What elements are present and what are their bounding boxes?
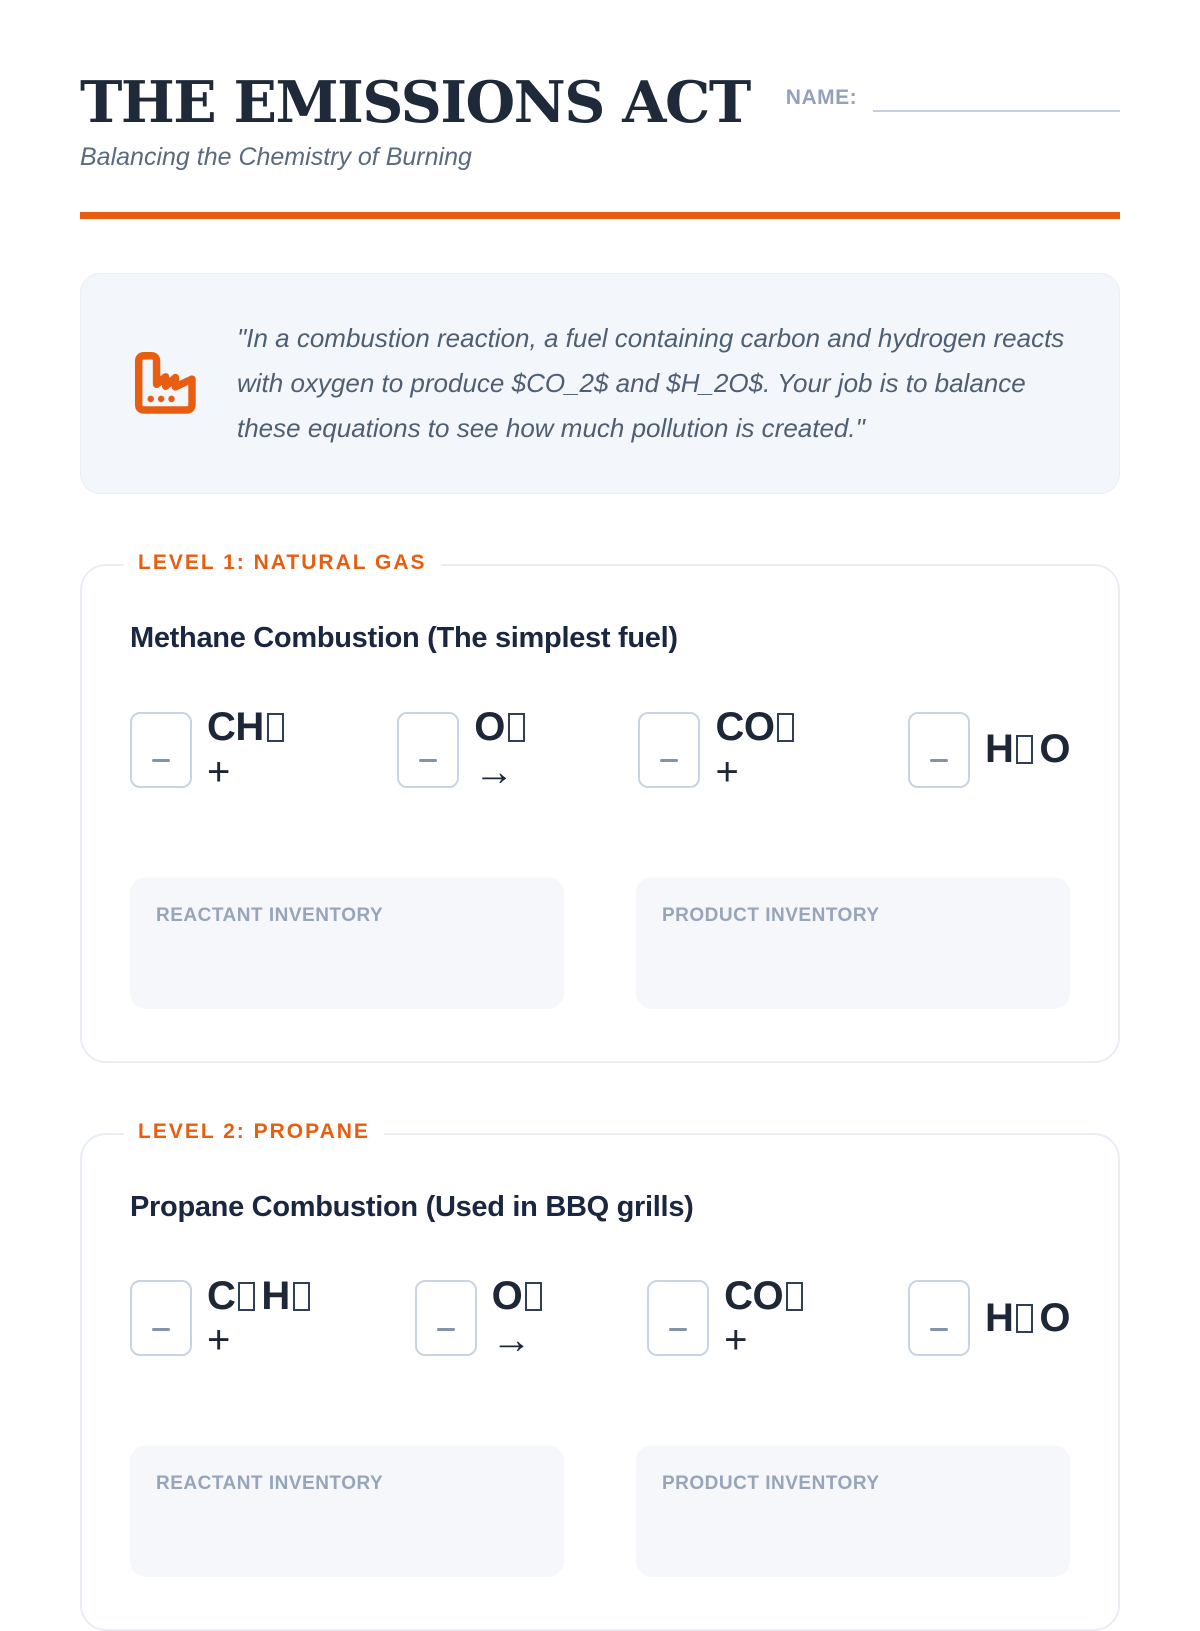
coefficient-placeholder-dash: [419, 759, 437, 762]
plus-operator: +: [207, 750, 290, 795]
term-text: [724, 1274, 809, 1364]
level-2-card: [80, 1133, 1120, 1631]
coefficient-placeholder-dash: [930, 759, 948, 762]
intro-quote-card: [80, 273, 1120, 494]
chemical-formula: O: [492, 1274, 549, 1319]
coefficient-placeholder-dash: [660, 759, 678, 762]
factory-icon: [127, 344, 205, 422]
equation-term: [130, 1274, 316, 1364]
equation-term: [908, 1280, 1070, 1356]
coefficient-placeholder-dash: [930, 1328, 948, 1331]
term-text: [207, 705, 290, 795]
equation-term: [908, 712, 1070, 788]
term-text: [985, 727, 1070, 772]
inventory-row: [130, 877, 1070, 1009]
equation-term: [415, 1274, 549, 1364]
missing-glyph-box: [1016, 1304, 1033, 1333]
name-label: NAME:: [786, 86, 857, 110]
missing-glyph-box: [267, 713, 284, 742]
equation-row: [130, 705, 1070, 795]
coefficient-placeholder-dash: [152, 1328, 170, 1331]
chemical-formula: C H: [207, 1274, 316, 1319]
chemical-formula: H O: [985, 1296, 1070, 1341]
inventory-row: [130, 1445, 1070, 1577]
term-text: [207, 1274, 316, 1364]
coefficient-input[interactable]: [397, 712, 459, 788]
arrow-operator: →: [492, 1318, 549, 1363]
equation-row: [130, 1274, 1070, 1364]
level-2-section: [80, 1133, 1120, 1631]
missing-glyph-box: [508, 713, 525, 742]
product-inventory-label: PRODUCT INVENTORY: [662, 905, 1044, 927]
coefficient-input[interactable]: [908, 712, 970, 788]
chemical-formula: CH: [207, 705, 290, 750]
product-inventory-panel[interactable]: [636, 877, 1070, 1009]
chemical-formula: CO: [715, 705, 800, 750]
level-2-badge: LEVEL 2: PROPANE: [124, 1120, 384, 1144]
name-field-group: [786, 86, 1120, 112]
intro-quote-text: "In a combustion reaction, a fuel containing carbon and hydrogen reacts with oxygen to produce $CO_2$ and $H_2O$. Your job is to balance these equations to see how much pollution is created.": [237, 316, 1073, 451]
header: [80, 74, 1120, 131]
coefficient-placeholder-dash: [152, 759, 170, 762]
plus-operator: +: [724, 1318, 809, 1363]
level-1-card: [80, 564, 1120, 1063]
missing-glyph-box: [1016, 735, 1033, 764]
arrow-operator: →: [474, 750, 531, 795]
level-1-heading: Methane Combustion (The simplest fuel): [130, 622, 1070, 655]
product-inventory-panel[interactable]: [636, 1445, 1070, 1577]
coefficient-placeholder-dash: [669, 1328, 687, 1331]
level-1-section: [80, 564, 1120, 1063]
coefficient-placeholder-dash: [437, 1328, 455, 1331]
reactant-inventory-label: REACTANT INVENTORY: [156, 905, 538, 927]
equation-term: [397, 705, 531, 795]
coefficient-input[interactable]: [638, 712, 700, 788]
plus-operator: +: [715, 750, 800, 795]
missing-glyph-box: [293, 1282, 310, 1311]
equation-term: [130, 705, 290, 795]
page-subtitle: Balancing the Chemistry of Burning: [80, 143, 1120, 172]
coefficient-input[interactable]: [908, 1280, 970, 1356]
level-2-heading: Propane Combustion (Used in BBQ grills): [130, 1191, 1070, 1224]
term-text: [985, 1296, 1070, 1341]
equation-term: [638, 705, 800, 795]
term-text: [474, 705, 531, 795]
name-input-line[interactable]: [873, 86, 1120, 112]
product-inventory-label: PRODUCT INVENTORY: [662, 1473, 1044, 1495]
reactant-inventory-label: REACTANT INVENTORY: [156, 1473, 538, 1495]
missing-glyph-box: [786, 1282, 803, 1311]
reactant-inventory-panel[interactable]: [130, 877, 564, 1009]
reactant-inventory-panel[interactable]: [130, 1445, 564, 1577]
equation-term: [647, 1274, 809, 1364]
missing-glyph-box: [238, 1282, 255, 1311]
term-text: [492, 1274, 549, 1364]
divider-rule: [80, 212, 1120, 219]
chemical-formula: CO: [724, 1274, 809, 1319]
missing-glyph-box: [525, 1282, 542, 1311]
coefficient-input[interactable]: [647, 1280, 709, 1356]
plus-operator: +: [207, 1318, 316, 1363]
chemical-formula: O: [474, 705, 531, 750]
coefficient-input[interactable]: [130, 712, 192, 788]
coefficient-input[interactable]: [415, 1280, 477, 1356]
missing-glyph-box: [777, 713, 794, 742]
coefficient-input[interactable]: [130, 1280, 192, 1356]
chemical-formula: H O: [985, 727, 1070, 772]
page-title: THE EMISSIONS ACT: [80, 74, 750, 131]
level-1-badge: LEVEL 1: NATURAL GAS: [124, 551, 441, 575]
term-text: [715, 705, 800, 795]
